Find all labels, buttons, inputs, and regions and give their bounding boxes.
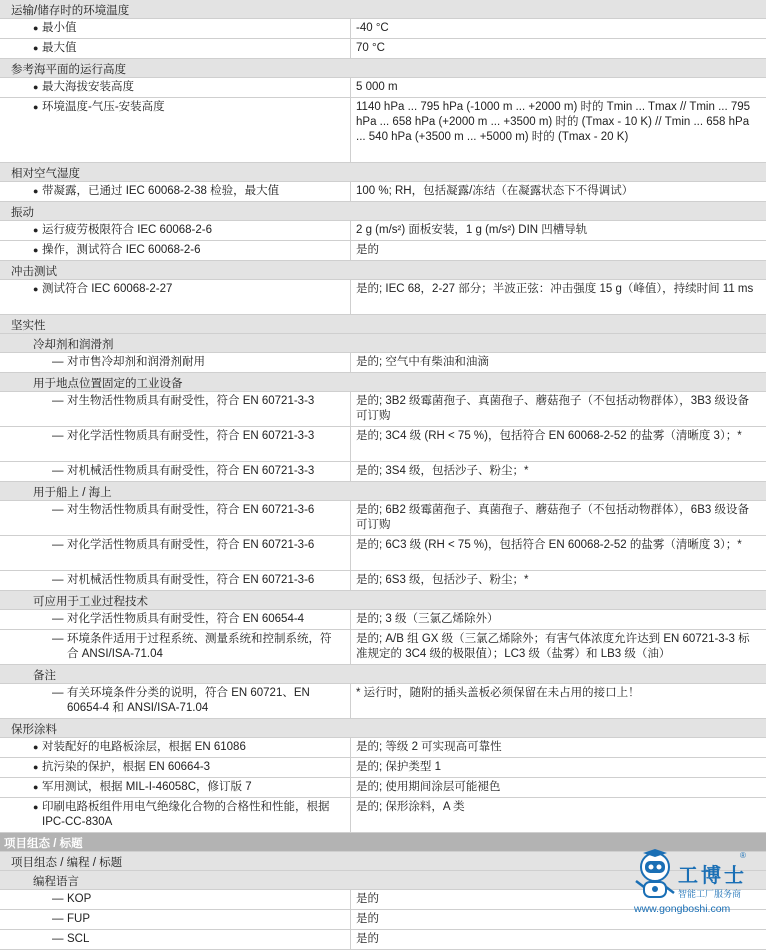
row-label: 对生物活性物质具有耐受性，符合 EN 60721-3-3 bbox=[67, 395, 315, 407]
row-label-cell bbox=[0, 98, 351, 162]
section-header bbox=[0, 202, 766, 221]
bullet-icon: ● bbox=[33, 762, 39, 772]
subsection-header bbox=[0, 591, 766, 610]
row-label: KOP bbox=[67, 893, 92, 905]
table-row bbox=[0, 501, 766, 536]
section-header bbox=[0, 59, 766, 78]
section-header bbox=[0, 315, 766, 334]
dash-icon: — bbox=[52, 504, 64, 516]
row-label-cell bbox=[0, 501, 351, 535]
row-value: 是的; 使用期间涂层可能褪色 bbox=[356, 781, 501, 793]
row-label-cell bbox=[0, 427, 351, 461]
row-value: 70 °C bbox=[356, 42, 385, 54]
row-value: 是的; 3B2 级霉菌孢子、真菌孢子、蘑菇孢子（不包括动物群体），3B3 级设备可订购 bbox=[356, 395, 749, 422]
bullet-icon: ● bbox=[33, 23, 39, 33]
row-label-cell bbox=[0, 738, 351, 757]
row-value: 2 g (m/s²) 面板安装，1 g (m/s²) DIN 凹槽导轨 bbox=[356, 224, 588, 236]
row-value: 5 000 m bbox=[356, 81, 398, 93]
table-row bbox=[0, 798, 766, 833]
table-row bbox=[0, 684, 766, 719]
row-label: 最小值 bbox=[42, 22, 77, 34]
header-label: 编程语言 bbox=[33, 876, 79, 888]
row-label: 对市售冷却剂和润滑剂耐用 bbox=[67, 356, 205, 368]
bullet-icon: ● bbox=[33, 782, 39, 792]
row-label-cell bbox=[0, 78, 351, 97]
row-value: -40 °C bbox=[356, 22, 389, 34]
row-label-cell bbox=[0, 798, 351, 832]
row-label: 对生物活性物质具有耐受性，符合 EN 60721-3-6 bbox=[67, 504, 315, 516]
row-label-cell bbox=[0, 890, 351, 909]
header-label: 用于地点位置固定的工业设备 bbox=[33, 378, 183, 390]
table-row bbox=[0, 758, 766, 778]
row-label: 对化学活性物质具有耐受性，符合 EN 60654-4 bbox=[67, 613, 305, 625]
table-row bbox=[0, 182, 766, 202]
row-value: 是的; 3 级（三氯乙烯除外） bbox=[356, 613, 499, 625]
row-label: 军用测试，根据 MIL-I-46058C，修订版 7 bbox=[42, 781, 252, 793]
section-header bbox=[0, 261, 766, 280]
dash-icon: — bbox=[52, 913, 64, 925]
subsection-header bbox=[0, 334, 766, 353]
bullet-icon: ● bbox=[33, 802, 39, 812]
row-label-cell bbox=[0, 392, 351, 426]
table-row bbox=[0, 738, 766, 758]
row-label: 对机械活性物质具有耐受性，符合 EN 60721-3-3 bbox=[67, 465, 315, 477]
bullet-icon: ● bbox=[33, 225, 39, 235]
bullet-icon: ● bbox=[33, 245, 39, 255]
subsection-header bbox=[0, 665, 766, 684]
header-label: 坚实性 bbox=[11, 320, 46, 332]
row-value: 是的; 等级 2 可实现高可靠性 bbox=[356, 741, 502, 753]
table-row bbox=[0, 536, 766, 571]
registered-mark: ® bbox=[740, 851, 746, 860]
table-row bbox=[0, 610, 766, 630]
watermark-logo bbox=[622, 845, 762, 925]
row-value: 100 %; RH，包括凝露/冻结（在凝露状态下不得调试） bbox=[356, 185, 634, 197]
dash-icon: — bbox=[52, 539, 64, 551]
row-value: 是的; 6C3 级 (RH < 75 %)，包括符合 EN 60068-2-52 的盐雾（清晰度 3）；* bbox=[356, 539, 742, 551]
row-value: 1140 hPa ... 795 hPa (-1000 m ... +2000 m) 时的 Tmin ... Tmax // Tmin ... 795 hPa ... 658 hPa (+2000 m ... +3500 m) 时的 (Tmax - 10 K) // Tmin ... 658 hPa ... 540 hPa (+3500 m ... +5000 m) 时的 (Tmax - 20 K) bbox=[356, 101, 751, 143]
table-row bbox=[0, 778, 766, 798]
row-label-cell bbox=[0, 610, 351, 629]
row-value: 是的; 保护类型 1 bbox=[356, 761, 441, 773]
row-label-cell bbox=[0, 684, 351, 718]
row-label: 环境条件适用于过程系统、测量系统和控制系统，符合 ANSI/ISA-71.04 bbox=[67, 633, 332, 660]
header-label: 冷却剂和润滑剂 bbox=[33, 339, 114, 351]
row-label: 对装配好的电路板涂层，根据 EN 61086 bbox=[42, 741, 246, 753]
row-label-cell bbox=[0, 630, 351, 664]
watermark-tagline: 智能工厂服务商 bbox=[678, 889, 742, 899]
row-value: 是的; 保形涂料，A 类 bbox=[356, 801, 465, 813]
row-value: 是的 bbox=[356, 913, 379, 925]
row-label: 环境温度-气压-安装高度 bbox=[42, 101, 165, 113]
row-label-cell bbox=[0, 241, 351, 260]
header-label: 用于船上 / 海上 bbox=[33, 487, 112, 499]
bullet-icon: ● bbox=[33, 82, 39, 92]
row-label: 有关环境条件分类的说明，符合 EN 60721、EN 60654-4 和 ANSI/ISA-71.04 bbox=[67, 687, 310, 714]
row-label-cell bbox=[0, 758, 351, 777]
table-row bbox=[0, 19, 766, 39]
row-label: 操作，测试符合 IEC 60068-2-6 bbox=[42, 244, 201, 256]
table-row bbox=[0, 39, 766, 59]
header-label: 保形涂料 bbox=[11, 724, 57, 736]
row-label: SCL bbox=[67, 933, 90, 945]
section-header bbox=[0, 0, 766, 19]
row-value: 是的 bbox=[356, 893, 379, 905]
header-label: 备注 bbox=[33, 670, 56, 682]
bullet-icon: ● bbox=[33, 186, 39, 196]
row-label: 对化学活性物质具有耐受性，符合 EN 60721-3-6 bbox=[67, 539, 315, 551]
subsection-header bbox=[0, 373, 766, 392]
header-label: 参考海平面的运行高度 bbox=[11, 64, 126, 76]
table-row bbox=[0, 98, 766, 163]
row-value: 是的 bbox=[356, 244, 379, 256]
row-label-cell bbox=[0, 353, 351, 372]
row-label-cell bbox=[0, 39, 351, 58]
section-header bbox=[0, 719, 766, 738]
row-label: 印刷电路板组件用电气绝缘化合物的合格性和性能，根据 IPC-CC-830A bbox=[42, 801, 330, 828]
dash-icon: — bbox=[52, 687, 64, 699]
row-label-cell bbox=[0, 221, 351, 240]
row-value: * 运行时，随附的插头盖板必须保留在未占用的接口上！ bbox=[356, 687, 640, 699]
bullet-icon: ● bbox=[33, 742, 39, 752]
table-row bbox=[0, 241, 766, 261]
dash-icon: — bbox=[52, 574, 64, 586]
row-label-cell bbox=[0, 778, 351, 797]
section-header bbox=[0, 163, 766, 182]
row-label: 运行疲劳极限符合 IEC 60068-2-6 bbox=[42, 224, 212, 236]
header-label: 可应用于工业过程技术 bbox=[33, 596, 148, 608]
row-label: 最大海拔安装高度 bbox=[42, 81, 134, 93]
table-row bbox=[0, 462, 766, 482]
row-value: 是的; 6S3 级，包括沙子、粉尘；* bbox=[356, 574, 529, 586]
table-row bbox=[0, 571, 766, 591]
table-row bbox=[0, 353, 766, 373]
row-value: 是的; 3S4 级，包括沙子、粉尘；* bbox=[356, 465, 529, 477]
dash-icon: — bbox=[52, 613, 64, 625]
row-label-cell bbox=[0, 571, 351, 590]
bullet-icon: ● bbox=[33, 102, 39, 112]
row-label: 带凝露，已通过 IEC 60068-2-38 检验，最大值 bbox=[42, 185, 280, 197]
header-label: 振动 bbox=[11, 207, 34, 219]
table-row bbox=[0, 280, 766, 315]
row-label: 对机械活性物质具有耐受性，符合 EN 60721-3-6 bbox=[67, 574, 315, 586]
dash-icon: — bbox=[52, 356, 64, 368]
header-label: 运输/储存时的环境温度 bbox=[11, 5, 130, 17]
table-row bbox=[0, 630, 766, 665]
dash-icon: — bbox=[52, 633, 64, 645]
row-value: 是的; IEC 68，2-27 部分；半波正弦：冲击强度 15 g（峰值），持续时间 11 ms bbox=[356, 283, 754, 295]
row-label-cell bbox=[0, 536, 351, 570]
row-label-cell bbox=[0, 910, 351, 929]
subsection-header bbox=[0, 482, 766, 501]
robot-mascot-icon bbox=[632, 849, 678, 901]
row-label: 最大值 bbox=[42, 42, 77, 54]
dash-icon: — bbox=[52, 893, 64, 905]
table-row bbox=[0, 78, 766, 98]
row-label-cell bbox=[0, 930, 351, 949]
row-label-cell bbox=[0, 19, 351, 38]
table-row bbox=[0, 427, 766, 462]
bullet-icon: ● bbox=[33, 43, 39, 53]
row-label-cell bbox=[0, 462, 351, 481]
dash-icon: — bbox=[52, 465, 64, 477]
header-label: 冲击测试 bbox=[11, 266, 57, 278]
row-label-cell bbox=[0, 182, 351, 201]
row-label: 测试符合 IEC 60068-2-27 bbox=[42, 283, 173, 295]
watermark-title: 工博士 bbox=[678, 865, 747, 887]
watermark-url: www.gongboshi.com bbox=[634, 903, 731, 915]
header-label: 项目组态 / 编程 / 标题 bbox=[11, 857, 123, 869]
table-row bbox=[0, 221, 766, 241]
dash-icon: — bbox=[52, 430, 64, 442]
row-label-cell bbox=[0, 280, 351, 314]
row-value: 是的 bbox=[356, 933, 379, 945]
row-value: 是的; 3C4 级 (RH < 75 %)，包括符合 EN 60068-2-52 的盐雾（清晰度 3）；* bbox=[356, 430, 742, 442]
row-label: 抗污染的保护，根据 EN 60664-3 bbox=[42, 761, 211, 773]
row-label: 对化学活性物质具有耐受性，符合 EN 60721-3-3 bbox=[67, 430, 315, 442]
dash-icon: — bbox=[52, 933, 64, 945]
row-value: 是的; A/B 组 GX 级（三氯乙烯除外；有害气体浓度允许达到 EN 60721-3-3 标准规定的 3C4 级的极限值）；LC3 级（盐雾）和 LB3 级（油） bbox=[356, 633, 750, 660]
row-value: 是的; 空气中有柴油和油滴 bbox=[356, 356, 489, 368]
header-label: 相对空气湿度 bbox=[11, 168, 80, 180]
bullet-icon: ● bbox=[33, 284, 39, 294]
table-row bbox=[0, 392, 766, 427]
dash-icon: — bbox=[52, 395, 64, 407]
row-label: FUP bbox=[67, 913, 90, 925]
row-value: 是的; 6B2 级霉菌孢子、真菌孢子、蘑菇孢子（不包括动物群体），6B3 级设备可订购 bbox=[356, 504, 749, 531]
header-label: 项目组态 / 标题 bbox=[4, 838, 83, 850]
table-row bbox=[0, 930, 766, 950]
